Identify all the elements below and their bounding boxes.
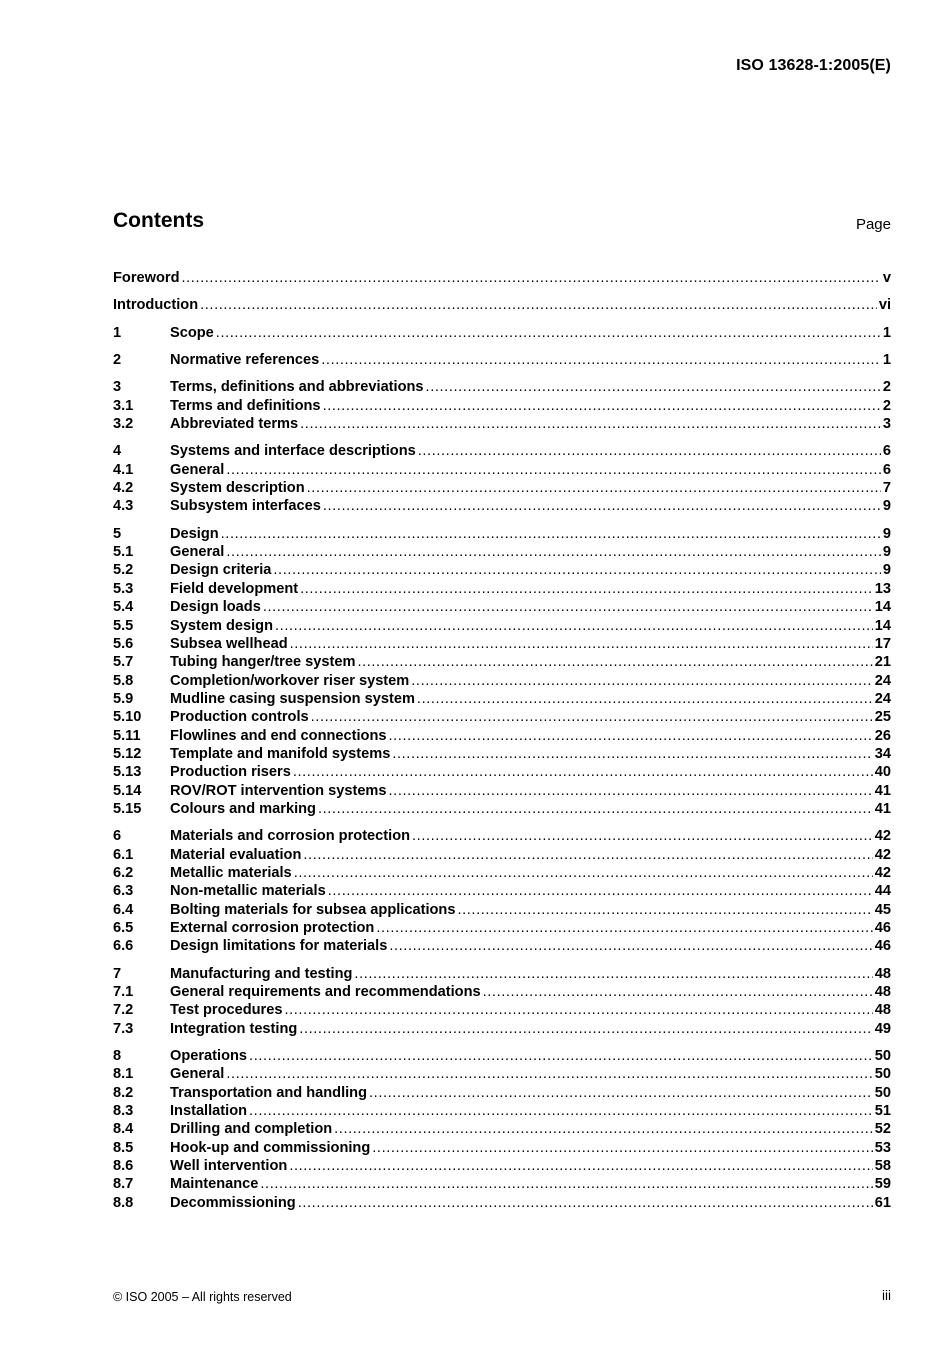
toc-entry-title: Drilling and completion — [170, 1121, 333, 1138]
toc-entry[interactable] — [113, 1175, 891, 1193]
copyright-notice: © ISO 2005 – All rights reserved — [113, 1290, 292, 1304]
toc-entry-page: 6 — [882, 461, 891, 478]
toc-entry-title: System design — [170, 617, 274, 634]
toc-entry-page: 26 — [874, 727, 891, 744]
toc-entry-title: Materials and corrosion protection — [170, 828, 411, 845]
toc-entry[interactable] — [113, 864, 891, 882]
toc-entry-number: 5.13 — [113, 764, 142, 781]
toc-entry-number: 7.3 — [113, 1020, 134, 1037]
toc-entry-page: v — [882, 270, 891, 286]
toc-entry-page: 3 — [882, 416, 891, 433]
toc-entry-number: 8.7 — [113, 1176, 134, 1193]
toc-entry-number: 4 — [113, 443, 122, 460]
toc-entry-title: Material evaluation — [170, 846, 302, 863]
toc-entry-number: 8.8 — [113, 1194, 134, 1211]
dot-leader — [216, 324, 881, 342]
toc-entry-title: Flowlines and end connections — [170, 727, 387, 744]
toc-entry[interactable] — [113, 397, 891, 415]
toc-entry-number: 5.5 — [113, 617, 134, 634]
toc-entry-title: Introduction — [113, 297, 199, 314]
dot-leader — [226, 461, 881, 479]
toc-entry-number: 5.14 — [113, 782, 142, 799]
toc-entry-page: 34 — [874, 745, 891, 762]
dot-leader — [299, 1020, 872, 1038]
dot-leader — [200, 296, 877, 314]
toc-entry[interactable] — [113, 983, 891, 1001]
toc-entry-number: 6.1 — [113, 846, 134, 863]
toc-entry[interactable] — [113, 351, 891, 369]
toc-entry[interactable] — [113, 672, 891, 690]
dot-leader — [389, 727, 873, 745]
dot-leader — [376, 919, 872, 937]
toc-entry-number: 6.6 — [113, 938, 134, 955]
toc-entry-number: 6.3 — [113, 883, 134, 900]
toc-entry-title: Subsystem interfaces — [170, 498, 321, 515]
dot-leader — [369, 1084, 873, 1102]
toc-entry[interactable] — [113, 727, 891, 745]
toc-entry[interactable] — [113, 882, 891, 900]
toc-entry[interactable] — [113, 269, 891, 287]
toc-entry-number: 5.9 — [113, 690, 134, 707]
toc-entry-number: 8.5 — [113, 1139, 134, 1156]
toc-entry-number: 1 — [113, 324, 122, 341]
dot-leader — [307, 479, 881, 497]
toc-entry-page: 58 — [874, 1158, 891, 1175]
toc-entry-title: Metallic materials — [170, 864, 292, 881]
toc-entry-number: 5.3 — [113, 580, 134, 597]
toc-entry-title: Design — [170, 525, 219, 542]
dot-leader — [412, 827, 873, 845]
toc-entry-page: 50 — [874, 1084, 891, 1101]
dot-leader — [260, 1175, 872, 1193]
toc-entry-number: 4.1 — [113, 461, 134, 478]
toc-entry-title: Non-metallic materials — [170, 883, 326, 900]
toc-entry-page: 2 — [882, 379, 891, 396]
toc-entry-number: 8.1 — [113, 1066, 134, 1083]
toc-entry-title: Maintenance — [170, 1176, 259, 1193]
toc-entry[interactable] — [113, 846, 891, 864]
toc-entry[interactable] — [113, 1047, 891, 1065]
toc-entry-page: 61 — [874, 1194, 891, 1211]
toc-entry[interactable] — [113, 324, 891, 342]
dot-leader — [273, 561, 880, 579]
toc-entry-page: vi — [878, 297, 891, 314]
dot-leader — [290, 635, 873, 653]
toc-entry-number: 7.2 — [113, 1002, 134, 1019]
toc-entry-number: 5.6 — [113, 635, 134, 652]
toc-entry[interactable] — [113, 561, 891, 579]
dot-leader — [392, 745, 872, 763]
table-of-contents — [113, 269, 891, 1212]
toc-entry-page: 24 — [874, 690, 891, 707]
toc-entry-number: 5.12 — [113, 745, 142, 762]
page-column-label: Page — [855, 216, 891, 233]
toc-entry[interactable] — [113, 782, 891, 800]
toc-entry-number: 2 — [113, 352, 122, 369]
toc-entry-page: 53 — [874, 1139, 891, 1156]
toc-entry[interactable] — [113, 1139, 891, 1157]
toc-entry-page: 48 — [874, 1002, 891, 1019]
toc-entry-page: 13 — [874, 580, 891, 597]
toc-entry-title: Test procedures — [170, 1002, 283, 1019]
dot-leader — [181, 269, 880, 287]
toc-entry-number: 7.1 — [113, 984, 134, 1001]
toc-entry-number: 8.3 — [113, 1103, 134, 1120]
toc-entry-number: 5.8 — [113, 672, 134, 689]
toc-entry-page: 48 — [874, 984, 891, 1001]
dot-leader — [323, 497, 881, 515]
toc-entry[interactable] — [113, 1020, 891, 1038]
toc-entry-number: 5.1 — [113, 544, 134, 561]
dot-leader — [426, 378, 881, 396]
toc-entry-title: General — [170, 544, 225, 561]
toc-entry-number: 8.6 — [113, 1158, 134, 1175]
toc-entry[interactable] — [113, 525, 891, 543]
toc-entry[interactable] — [113, 919, 891, 937]
toc-entry-number: 8 — [113, 1048, 122, 1065]
dot-leader — [300, 580, 873, 598]
toc-entry-title: Design loads — [170, 599, 261, 616]
toc-entry-title: Subsea wellhead — [170, 635, 288, 652]
dot-leader — [389, 937, 872, 955]
toc-entry-title: External corrosion protection — [170, 920, 375, 936]
toc-entry-title: Foreword — [113, 270, 180, 286]
dot-leader — [418, 442, 881, 460]
toc-entry[interactable] — [113, 745, 891, 763]
toc-entry-number: 4.3 — [113, 498, 134, 515]
dot-leader — [249, 1102, 873, 1120]
toc-entry[interactable] — [113, 479, 891, 497]
toc-entry-title: Template and manifold systems — [170, 745, 391, 762]
toc-entry-title: Colours and marking — [170, 800, 316, 817]
toc-entry-page: 2 — [882, 397, 891, 414]
toc-entry-page: 6 — [882, 443, 891, 460]
toc-entry-page: 42 — [874, 864, 891, 881]
toc-entry-number: 5.10 — [113, 709, 142, 726]
toc-entry-title: Operations — [170, 1048, 248, 1065]
toc-entry-title: Normative references — [170, 352, 320, 369]
toc-entry-title: Scope — [170, 324, 214, 341]
toc-entry-page: 52 — [874, 1121, 891, 1138]
toc-entry-number: 4.2 — [113, 480, 134, 497]
toc-entry-title: Well intervention — [170, 1158, 288, 1175]
toc-entry[interactable] — [113, 296, 891, 314]
toc-entry-title: Decommissioning — [170, 1194, 296, 1211]
toc-entry-title: Manufacturing and testing — [170, 965, 353, 982]
dot-leader — [311, 708, 873, 726]
toc-entry-title: General requirements and recommendations — [170, 984, 481, 1001]
toc-entry-number: 3.2 — [113, 416, 134, 433]
toc-entry[interactable] — [113, 1157, 891, 1175]
toc-entry-page: 40 — [874, 764, 891, 781]
toc-entry[interactable] — [113, 543, 891, 561]
toc-entry[interactable] — [113, 653, 891, 671]
toc-entry[interactable] — [113, 497, 891, 515]
toc-entry[interactable] — [113, 580, 891, 598]
toc-entry-number: 5.11 — [113, 727, 141, 744]
toc-entry[interactable] — [113, 442, 891, 460]
toc-entry-title: Terms, definitions and abbreviations — [170, 379, 424, 396]
toc-entry-title: Abbreviated terms — [170, 416, 299, 433]
toc-entry[interactable] — [113, 598, 891, 616]
toc-entry-page: 1 — [882, 352, 891, 369]
toc-entry-page: 21 — [874, 654, 891, 671]
toc-entry-page: 44 — [874, 883, 891, 900]
toc-entry-number: 5.2 — [113, 562, 134, 579]
toc-entry-page: 48 — [874, 965, 891, 982]
toc-entry-title: Production controls — [170, 709, 309, 726]
dot-leader — [457, 901, 872, 919]
toc-entry-title: Integration testing — [170, 1020, 298, 1037]
toc-entry[interactable] — [113, 901, 891, 919]
dot-leader — [357, 653, 872, 671]
toc-entry[interactable] — [113, 1065, 891, 1083]
toc-entry-title: General — [170, 461, 225, 478]
toc-entry-title: Completion/workover riser system — [170, 672, 410, 689]
dot-leader — [289, 1157, 872, 1175]
toc-entry-page: 14 — [874, 599, 891, 616]
dot-leader — [318, 800, 873, 818]
toc-entry[interactable] — [113, 1120, 891, 1138]
toc-entry-number: 5.15 — [113, 800, 142, 817]
toc-entry-title: General — [170, 1066, 225, 1083]
dot-leader — [303, 846, 872, 864]
toc-entry[interactable] — [113, 1102, 891, 1120]
toc-entry-number: 6.2 — [113, 864, 134, 881]
toc-entry-title: System description — [170, 480, 305, 497]
dot-leader — [334, 1120, 873, 1138]
toc-entry-number: 6 — [113, 828, 122, 845]
dot-leader — [483, 983, 873, 1001]
toc-entry-number: 5 — [113, 525, 122, 542]
dot-leader — [300, 415, 881, 433]
toc-entry-title: Field development — [170, 580, 299, 597]
dot-leader — [294, 864, 873, 882]
toc-entry-number: 3.1 — [113, 397, 134, 414]
toc-entry-page: 24 — [874, 672, 891, 689]
toc-entry[interactable] — [113, 1084, 891, 1102]
toc-entry-page: 41 — [874, 800, 891, 817]
toc-entry[interactable] — [113, 635, 891, 653]
toc-entry[interactable] — [113, 1194, 891, 1212]
toc-entry[interactable] — [113, 1001, 891, 1019]
toc-entry-page: 50 — [874, 1048, 891, 1065]
dot-leader — [263, 598, 873, 616]
toc-entry-title: Bolting materials for subsea applications — [170, 901, 456, 918]
toc-entry-page: 45 — [874, 901, 891, 918]
dot-leader — [411, 672, 873, 690]
page-number: iii — [882, 1288, 891, 1303]
toc-entry-number: 5.4 — [113, 599, 134, 616]
toc-entry-number: 7 — [113, 965, 122, 982]
dot-leader — [389, 782, 873, 800]
toc-entry-page: 7 — [882, 480, 891, 497]
dot-leader — [226, 1065, 872, 1083]
toc-entry-title: Installation — [170, 1103, 248, 1120]
toc-entry-page: 1 — [882, 324, 891, 341]
toc-entry-number: 5.7 — [113, 654, 134, 671]
toc-entry-page: 42 — [874, 828, 891, 845]
dot-leader — [328, 882, 873, 900]
toc-entry-page: 49 — [874, 1020, 891, 1037]
dot-leader — [221, 525, 881, 543]
toc-entry-title: Mudline casing suspension system — [170, 690, 415, 707]
toc-entry-number: 3 — [113, 379, 122, 396]
toc-entry[interactable] — [113, 378, 891, 396]
toc-entry[interactable] — [113, 800, 891, 818]
toc-entry[interactable] — [113, 617, 891, 635]
toc-entry-page: 51 — [874, 1103, 891, 1120]
toc-entry-title: Production risers — [170, 764, 291, 781]
toc-entry[interactable] — [113, 461, 891, 479]
dot-leader — [372, 1139, 873, 1157]
toc-entry-page: 46 — [874, 938, 891, 955]
dot-leader — [321, 351, 881, 369]
toc-entry[interactable] — [113, 690, 891, 708]
dot-leader — [293, 763, 873, 781]
toc-entry-title: Terms and definitions — [170, 397, 321, 414]
dot-leader — [417, 690, 873, 708]
toc-entry-page: 9 — [882, 525, 891, 542]
dot-leader — [226, 543, 881, 561]
toc-entry-title: ROV/ROT intervention systems — [170, 782, 387, 799]
contents-heading: Contents — [113, 209, 204, 232]
toc-entry-page: 25 — [874, 709, 891, 726]
toc-entry-page: 42 — [874, 846, 891, 863]
toc-entry-page: 59 — [874, 1176, 891, 1193]
toc-entry-page: 9 — [882, 544, 891, 561]
toc-entry-page: 9 — [882, 562, 891, 579]
toc-entry-title: Design limitations for materials — [170, 938, 388, 955]
toc-entry-page: 41 — [874, 782, 891, 799]
toc-entry-page: 46 — [874, 920, 891, 936]
toc-entry-page: 17 — [874, 635, 891, 652]
toc-entry-number: 8.2 — [113, 1084, 134, 1101]
document-reference: ISO 13628-1:2005(E) — [736, 57, 891, 74]
toc-entry-number: 6.5 — [113, 920, 134, 936]
toc-entry[interactable] — [113, 415, 891, 433]
toc-entry[interactable] — [113, 708, 891, 726]
toc-entry-title: Tubing hanger/tree system — [170, 654, 356, 671]
toc-entry-page: 50 — [874, 1066, 891, 1083]
toc-entry-page: 9 — [882, 498, 891, 515]
toc-entry-number: 6.4 — [113, 901, 134, 918]
toc-entry[interactable] — [113, 937, 891, 955]
toc-entry-title: Hook-up and commissioning — [170, 1139, 371, 1156]
toc-entry[interactable] — [113, 965, 891, 983]
dot-leader — [275, 617, 873, 635]
toc-entry[interactable] — [113, 763, 891, 781]
dot-leader — [298, 1194, 873, 1212]
toc-entry-title: Transportation and handling — [170, 1084, 368, 1101]
toc-entry-title: Systems and interface descriptions — [170, 443, 416, 460]
toc-entry-title: Design criteria — [170, 562, 272, 579]
dot-leader — [284, 1001, 872, 1019]
dot-leader — [323, 397, 881, 415]
dot-leader — [249, 1047, 873, 1065]
toc-entry-number: 8.4 — [113, 1121, 134, 1138]
toc-entry[interactable] — [113, 827, 891, 845]
toc-entry-page: 14 — [874, 617, 891, 634]
dot-leader — [354, 965, 872, 983]
